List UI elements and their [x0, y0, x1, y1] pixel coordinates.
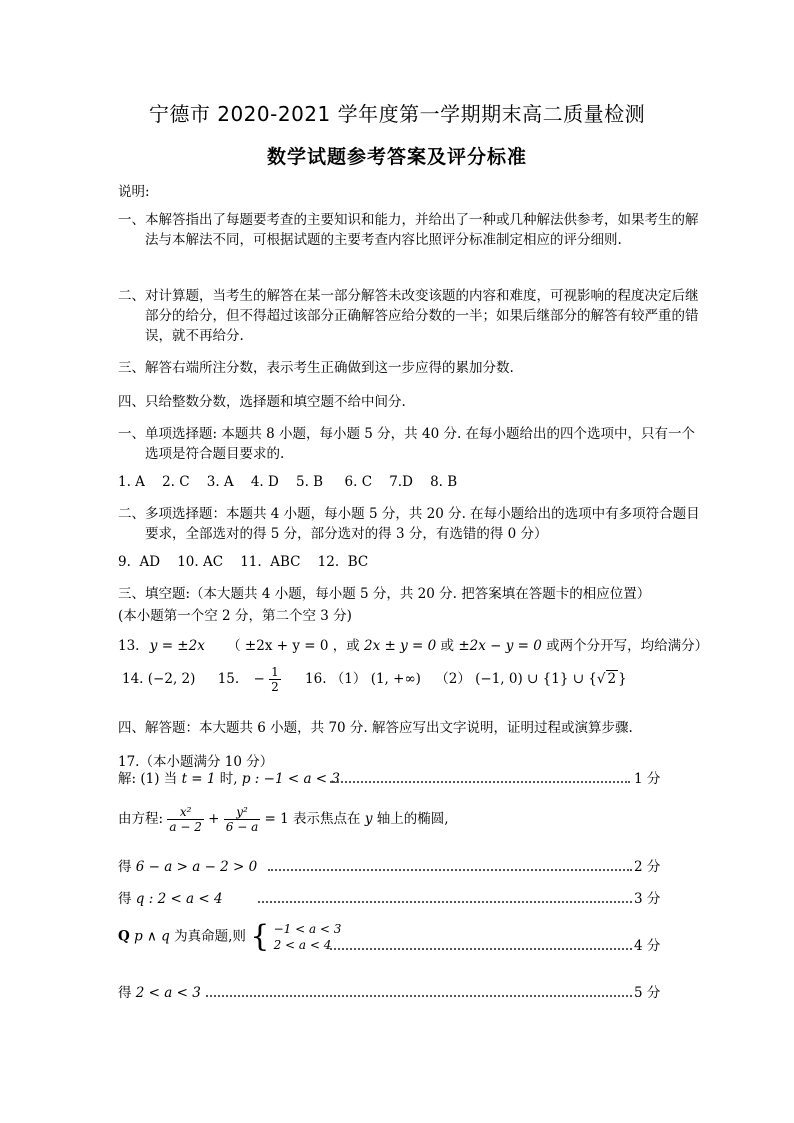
q13-answer: y = ±2x [149, 638, 205, 654]
step2-plus: + [208, 811, 220, 827]
q15-numerator: 1 [271, 665, 279, 679]
q16-label: 16. [305, 671, 327, 687]
note-4: 四、只给整数分数，选择题和填空题不给中间分. [118, 394, 406, 410]
step6-score: 5 分 [634, 985, 661, 1001]
q14-label: 14. [122, 671, 144, 687]
step2-c: y [364, 811, 373, 827]
q17-step5 [118, 921, 341, 953]
step2-a: 由方程: [118, 811, 164, 827]
step5-a: Q [118, 928, 130, 945]
q17-step1 [118, 767, 340, 787]
section2-answers: 9. AD 10. AC 11. ABC 12. BC [118, 554, 369, 570]
step1-score: 1 分 [634, 771, 661, 787]
dotted-leader [330, 948, 632, 950]
q13-note-d: ±2x − y = 0 [458, 638, 542, 654]
q15-fraction [269, 665, 281, 694]
document-title: 宁德市 2020-2021 学年度第一学期期末高二质量检测 [148, 102, 646, 126]
q17-title: 17.（本小题满分 10 分） [118, 754, 274, 770]
dotted-leader [268, 869, 632, 871]
step4-a: 得 [118, 891, 132, 907]
step1-d: p : −1 < a < 3 [241, 771, 340, 787]
step2-fraction-1 [167, 805, 203, 834]
q13-label: 13. [118, 638, 140, 654]
step2-f2-num: y² [224, 805, 260, 820]
q16-part1-label: （1） [330, 671, 367, 687]
step3-a: 得 [118, 859, 132, 875]
step1-c: 时, [219, 771, 238, 787]
step1-b: t = 1 [181, 771, 216, 787]
q15-denominator: 2 [271, 680, 279, 694]
dotted-leader [330, 781, 630, 783]
notes-heading: 说明: [118, 184, 150, 200]
step3-b: 6 − a > a − 2 > 0 [135, 859, 258, 875]
note-3: 三、解答右端所注分数，表示考生正确做到这一步应得的累加分数. [118, 360, 514, 376]
section1-answers: 1. A 2. C 3. A 4. D 5. B 6. C 7.D 8. B [118, 474, 458, 490]
answers-14-16: 14. (−2, 2) 15. − $\frac{1}{2}$ 16. （1） (1, +∞) （2） (−1, 0) ∪ {1} ∪ {√ 2 } [122, 665, 627, 694]
q17-step6 [118, 981, 201, 1001]
section3-subnote: (本小题第一个空 2 分，第二个空 3 分) [118, 608, 352, 624]
step2-d: 轴上的椭圆, [376, 811, 449, 827]
step1-a: 解: (1) 当 [118, 771, 178, 787]
q17-step2 [118, 805, 449, 834]
step4-score: 3 分 [634, 891, 661, 907]
answer-13 [118, 634, 708, 654]
step6-b: 2 < a < 3 [135, 985, 201, 1001]
step5-sys2: 2 < a < 4 [273, 938, 332, 952]
note-1: 一、本解答指出了每题要考查的主要知识和能力，并给出了一种或几种解法供参考，如果考生的解法与本解法不同，可根据试题的主要考查内容比照评分标准制定相应的评分细则. [118, 212, 699, 248]
q16-part1-answer: (1, +∞) [370, 671, 421, 687]
dotted-leader [206, 995, 632, 997]
q13-note-c: 或 [440, 638, 455, 654]
step6-a: 得 [118, 985, 132, 1001]
q17-step3 [118, 855, 257, 875]
q13-note-a: （ ±2x + y = 0 ，或 [227, 638, 360, 654]
step2-fraction-2 [224, 805, 260, 834]
q16-part2-b: } [618, 671, 627, 687]
note-2: 二、对计算题，当考生的解答在某一部分解答未改变该题的内容和难度，可视影响的程度决定后继部分的给分，但不得超过该部分正确解答应给分数的一半；如果后继部分的解答有较严重的错误，就不再给分. [118, 288, 699, 344]
step5-b: p ∧ q [134, 928, 170, 945]
step4-b: q : 2 < a < 4 [135, 891, 223, 907]
q13-note-b: 2x ± y = 0 [364, 638, 437, 654]
step2-f2-den: 6 − a [225, 820, 259, 834]
q13-note-e: 或两个分开写，均给满分） [546, 638, 709, 654]
section2-heading: 二、多项选择题：本题共 4 小题，每小题 5 分，共 20 分. 在每小题给出的选项中有多项符合题目要求，全部选对的得 5 分，部分选对的得 3 分，有选错的得 0 分） [118, 506, 700, 542]
step5-score: 4 分 [634, 938, 661, 954]
left-brace: { [250, 919, 270, 954]
section3-heading: 三、填空题:（本大题共 4 小题，每小题 5 分，共 20 分. 把答案填在答题卡的相应位置） [118, 586, 651, 602]
step2-f1-den: a − 2 [169, 820, 202, 834]
q16-part2-label: （2） [435, 671, 471, 687]
step5-sys1: −1 < a < 3 [273, 922, 342, 936]
dotted-leader [258, 901, 632, 903]
q14-answer: (−2, 2) [147, 671, 196, 687]
step2-f1-num: x² [167, 805, 203, 820]
q16-sqrt: 2 [607, 671, 617, 687]
step5-c: 为真命题,则 [174, 928, 246, 945]
q15-sign: − [253, 671, 265, 687]
section4-heading: 四、解答题：本大题共 6 小题，共 70 分. 解答应写出文字说明，证明过程或演算步骤. [118, 720, 633, 736]
section1-heading: 一、单项选择题: 本题共 8 小题，每小题 5 分，共 40 分. 在每小题给出的四个选项中，只有一个选项是符合题目要求的. [118, 426, 696, 462]
document-subtitle: 数学试题参考答案及评分标准 [266, 146, 527, 168]
step2-b: = 1 表示焦点在 [264, 811, 361, 827]
q17-step4 [118, 887, 223, 907]
step3-score: 2 分 [634, 859, 661, 875]
q15-label: 15. [217, 671, 240, 687]
q16-part2-a: (−1, 0) ∪ {1} ∪ { [475, 671, 597, 687]
